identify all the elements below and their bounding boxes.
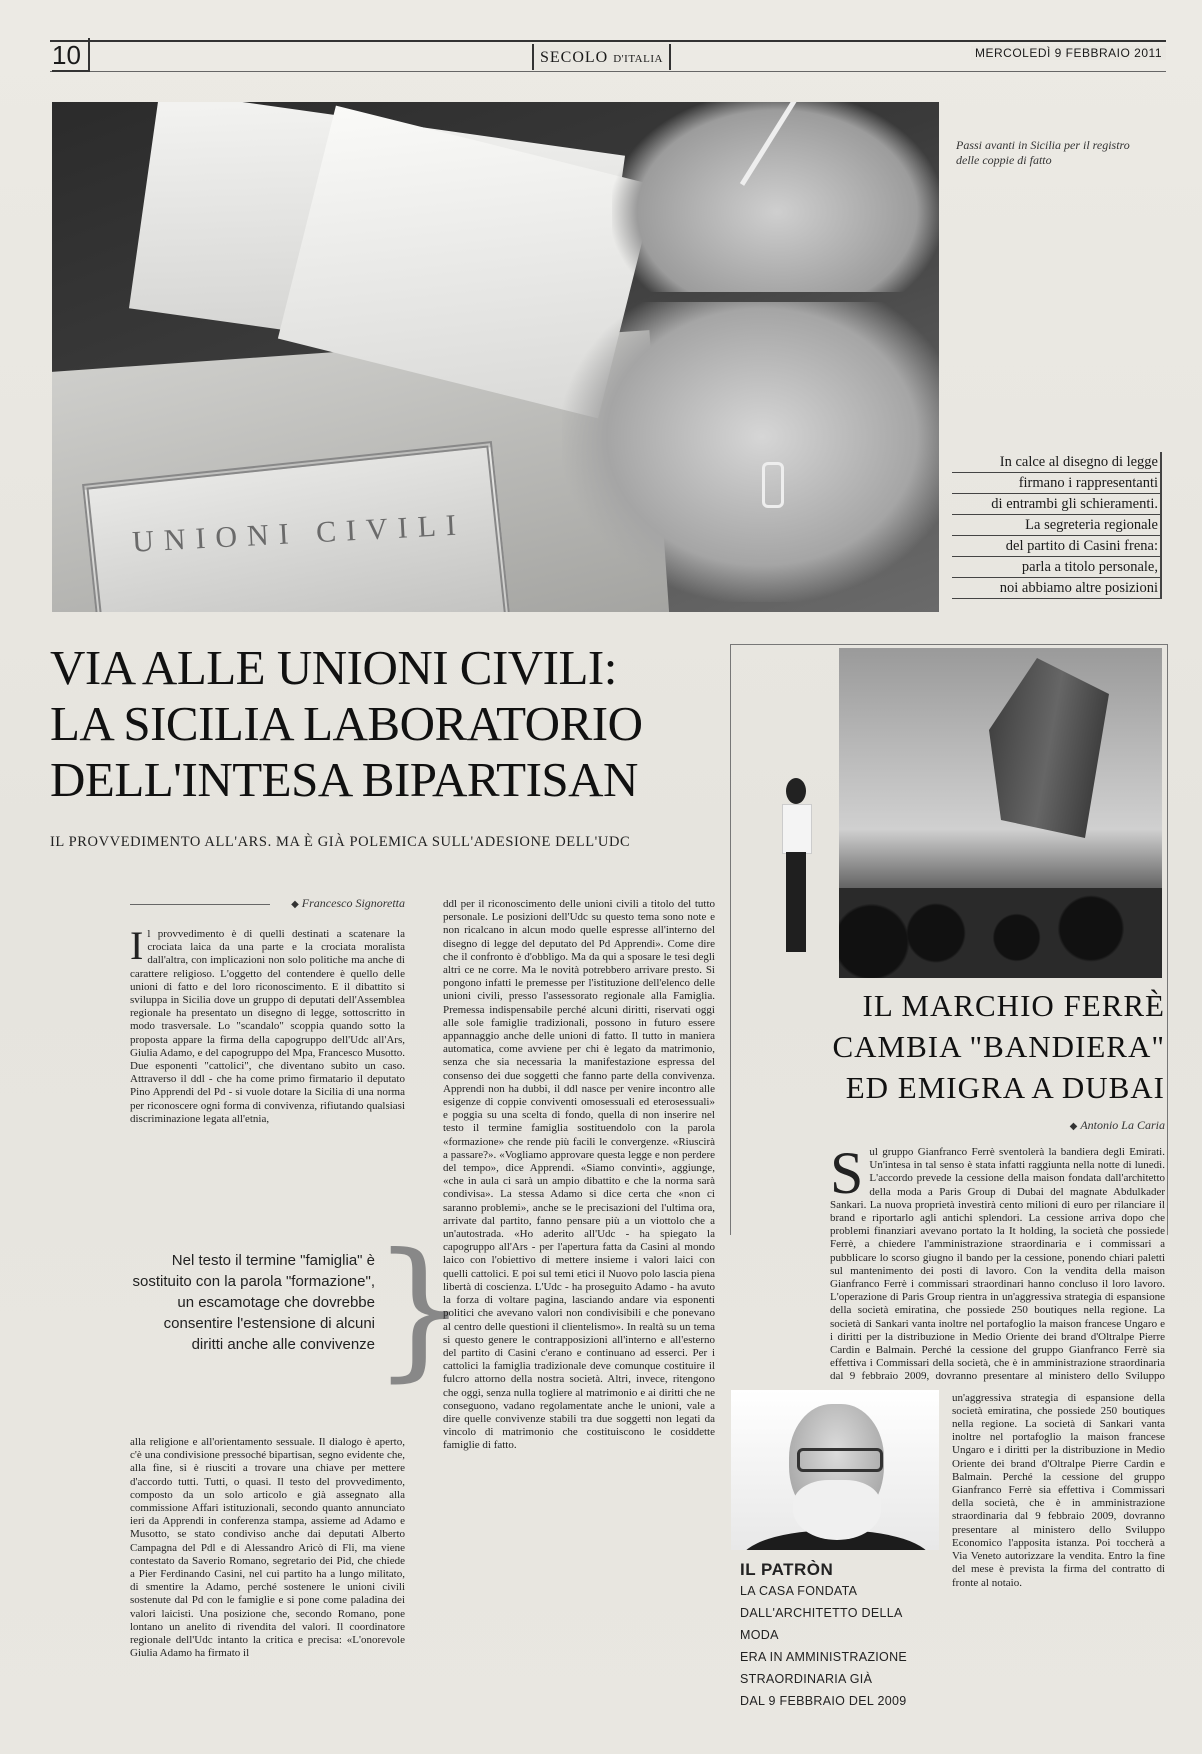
- patron-portrait: [731, 1390, 939, 1550]
- model-figure: [778, 778, 814, 958]
- model-top: [782, 804, 812, 854]
- side-headline: [760, 985, 1165, 1108]
- drop-cap: I: [130, 928, 144, 968]
- patron-title: IL PATRÒN: [740, 1560, 834, 1579]
- sidebar-line: La segreteria regionale: [952, 515, 1162, 536]
- headline-line: LA SICILIA LABORATORIO: [50, 696, 643, 751]
- issue-date: MERCOLEDÌ 9 FEBBRAIO 2011: [971, 46, 1166, 60]
- side-paragraph-cont: un'aggressiva strategia di espansione della società emiratina, che possiede 250 boutiques nella regione. La società di Sankari vanta inoltre nel portafoglio la maison francese Ungaro e i diritti per la distribuzione in Medio Oriente dei brand d'Oltralpe Pierre Cardin e Balmain. Perché la cessione del gruppo Gianfranco Ferrè sia effettiva i Commissari della società, che è in amministrazione straordinaria dal 9 febbraio 2009, dovranno presentare al ministero dello Sviluppo Economico l'apposita istanza. Poi toccherà a Via Veneto autorizzare la vendita. Entro la fine del mese è prevista la firma del contratto di fronte al notaio.: [952, 1391, 1165, 1589]
- patron-caption-line: DAL 9 FEBBRAIO DEL 2009: [740, 1694, 907, 1708]
- sidebar-line: di entrambi gli schieramenti.: [952, 494, 1162, 515]
- main-column-1: [130, 928, 405, 1218]
- side-column-top: [830, 1146, 1165, 1382]
- main-headline: [50, 640, 730, 808]
- page-number: 10: [52, 38, 90, 72]
- portrait-beard: [793, 1480, 881, 1540]
- drop-cap: S: [830, 1146, 864, 1206]
- patron-caption-line: DALL'ARCHITETTO DELLA MODA: [740, 1606, 902, 1642]
- main-paragraph: ddl per il riconoscimento delle unioni civili a titolo del tutto personale. Le posizioni dell'Udc su questo tema sono note e non ricalcano in alcun modo quelle espresse all'interno del disegno di legge del deputato del Pd Apprendi». Come dire che il confronto è d'obbligo. Ma da qui a sposare le tesi degli altri ce ne corre. Ma le novità potrebbero arrivare presto. Si pongono infatti le premesse per l'istituzione dell'elenco delle unioni civili, presso l'assessorato regionale alla Famiglia. Premessa indispensabile perché alcuni diritti, riservati oggi alle sole famiglie tradizionali, possono in futuro essere appannaggio anche delle unioni di fatto. Il tutto in maniera automatica, come avviene per chi è legato da matrimonio, senza che sia necessaria la manifestazione espressa del consenso dei due soggetti che fanno parte della convivenza. Apprendi non ha dubbi, il ddl nasce per venire incontro alle esigenze di coppie conviventi omosessuali ed eterosessuali» e poggia su una scelta di fondo, quella di non inserire nel testo il termine famiglia sostituendolo con la parola «formazione» che rende più facili le convergenze. «Riuscirà a passare?». «Vogliamo approvare questa legge e non perdere del tempo», dice Apprendi. «Siamo convinti», aggiunge, «che in aula ci sarà un ampio dibattito e che la norma sarà condivisa». La stessa Adamo si dice certa che «non ci saranno problemi», anche se le precisazioni del l'ultima ora, arrivate dal partito, fanno pensare più a un viottolo che a un'autostrada. «Ho aderito all'Udc - ha spiegato la capogruppo all'Ars - per l'apertura fatta da Casini al mondo laico con l'obiettivo di mettere insieme i valori laici con quelli cattolici. E poi sul temi etici il Nuovo polo lascia piena libertà di coscienza. L'Udc - ha proseguito Adamo - ha avuto la forza di voltare pagina, lasciando andare via esponenti politici che avevano valori non condivisibili e che ponevano al centro delle questioni il clientelismo». In realtà su un tema si questo genere le contrapposizioni all'interno e all'esterno del partito di Casini c'erano e continuano ad esserci. Per i cattolici la famiglia tradizionale deve comunque costituire il fulcro attorno della nostra società. Altri, invece, ritengono che oggi, senza nulla togliere al matrimonio e ai diritti che ne conseguono, vadano regolamentate anche le unioni, vale a dire quelle convivenze stabili tra due soggetti non legati da vincolo di matrimonio che costituiscono le cosiddette famiglie di fatto.: [443, 898, 715, 1452]
- main-column-1-bottom: [130, 1436, 405, 1744]
- main-author: Francesco Signoretta: [301, 896, 405, 910]
- main-paragraph: alla religione e all'orientamento sessuale. Il dialogo è aperto, c'è una condivisione pressoché bipartisan, segno evidente che, alla fine, si è riusciti a trovare una chiave per mettere d'accordo tutti. Tutti, o quasi. Il testo del provvedimento, composto da un solo articolo e già assegnato alla commissione Affari istituzionali, secondo quanto annunciato ieri da Apprendi in conferenza stampa, assieme ad Adamo e Musotto, se stato condiviso anche dai deputati Alberto Campagna del Pdl e di Alessandro Aricò di Fli, ma viene contestato da Saverio Romano, segretario dei Pid, che chiede a Pier Ferdinando Casini, nel cui partito ha a lungo militato, di smentire la Adamo, perché sostenere le unioni civili sostenute dal Pd con le famiglie e si pone come paladina dei valori laicisti. Una posizione che, secondo Romano, pone lontano un anelito di rivendita del valori. Il coordinatore regionale dell'Udc intanto la critica e precisa: «L'onorevole Giulia Adamo ha firmato il: [130, 1436, 405, 1660]
- sidebar-line: In calce al disegno di legge: [952, 452, 1162, 473]
- diamond-icon: ◆: [291, 899, 299, 910]
- runway-photo: [839, 648, 1162, 978]
- sidebar-line: noi abbiamo altre posizioni: [952, 578, 1162, 599]
- sidebar-line: firmano i rappresentanti: [952, 473, 1162, 494]
- diamond-icon: ◆: [1069, 1121, 1078, 1132]
- patron-caption-line: STRAORDINARIA GIÀ: [740, 1672, 873, 1686]
- main-subhead: IL PROVVEDIMENTO ALL'ARS. MA È GIÀ POLEMICA SULL'ADESIONE DELL'UDC: [50, 834, 631, 850]
- side-headline-line: CAMBIA "BANDIERA": [832, 1029, 1165, 1064]
- page-header: [50, 38, 1166, 74]
- side-column-bottom: [952, 1390, 1165, 1744]
- masthead: [532, 44, 671, 70]
- main-paragraph: [130, 928, 405, 1126]
- main-byline: [130, 896, 405, 911]
- audience: [839, 888, 1162, 978]
- main-text: l provvedimento è di quelli destinati a scatenare la crociata laica da una parte e la crociata moralista dall'altra, con implicazioni non solo politiche ma anche di carattere religioso. L'oggetto del contendere è quello delle unioni di fatto e del loro riconoscimento. E il dibattito si sviluppa in Sicilia dove un gruppo di deputati dell'Assemblea regionale ha presentato un disegno di legge, sottoscritto in modo trasversale. Lo "scandalo" scoppia quando sotto la proposta appare la firma della capogruppo dell'Udc all'Ars, Giulia Adamo, e del capogruppo del Mpa, Francesco Musotto. Due esponenti "cattolici", che diventano subito un caso. Attraverso il ddl - che ha come primo firmatario il deputato Pino Apprendi del Pd - si vuole dotare la Sicilia di una norma per riconoscere ogni forma di convivenza, rifiutando qualsiasi discriminazione legata all'etnia,: [130, 928, 405, 1125]
- side-paragraph: [830, 1146, 1165, 1382]
- pull-quote: Nel testo il termine "famiglia" è sostituito con la parola "formazione", un escamotage che dovrebbe consentire l'estensione di alcuni diritti anche alle convivenze: [132, 1252, 375, 1353]
- sidebar-quote: [952, 452, 1162, 599]
- ring-icon: [762, 462, 784, 508]
- patron-caption-line: ERA IN AMMINISTRAZIONE: [740, 1650, 908, 1664]
- headline-line: DELL'INTESA BIPARTISAN: [50, 752, 638, 807]
- photo-caption: Passi avanti in Sicilia per il registro delle coppie di fatto: [956, 138, 1130, 167]
- flag-icon: [989, 658, 1109, 838]
- hero-photo: [52, 102, 939, 612]
- patron-caption-line: LA CASA FONDATA: [740, 1584, 858, 1598]
- sidebar-line: parla a titolo personale,: [952, 557, 1162, 578]
- header-rule-bottom: [50, 71, 1166, 72]
- side-text: ul gruppo Gianfranco Ferrè sventolerà la bandiera degli Emirati. Un'intesa in tal senso è stata infatti raggiunta nella notte di lunedì. L'accordo prevede la cessione della maison fondata dall'architetto della moda a Paris Group di Dubai del magnate Abdulkader Sankari. La nuova proprietà investirà cento milioni di euro per rilanciare il brand e riportarlo agli antichi splendori. La cessione arriva dopo che problemi finanziari avevano portato la It holding, la società che possiede Ferrè, a chiedere l'amministrazione straordinaria e i commissari a pubblicare lo scorso giugno il bando per la cessione, ponendo chiari paletti sul mantenimento dei posti di lavoro. Con la vendita della maison Gianfranco Ferrè i commissari straordinari hanno concluso il loro lavoro. L'operazione di Paris Group rientra in un'aggressiva strategia di espansione della società emiratina, che possiede 250 boutiques nella regione. La società di Sankari vanta inoltre nel portafoglio la maison francese Ungaro e i diritti per la distribuzione in Medio Oriente dei brand d'Oltralpe Pierre Cardin e Balmain. Perché la cessione del gruppo Gianfranco Ferrè sia effettiva i Commissari della società, che è in amministrazione straordinaria dal 9 febbraio 2009, dovranno presentare al ministero dello Sviluppo: [830, 1146, 1165, 1382]
- photo-folder-title: UNIONI CIVILI: [131, 508, 467, 559]
- side-headline-line: ED EMIGRA A DUBAI: [845, 1070, 1165, 1105]
- side-headline-line: IL MARCHIO FERRÈ: [862, 988, 1165, 1023]
- headline-line: VIA ALLE UNIONI CIVILI:: [50, 640, 617, 695]
- masthead-name: SECOLO: [540, 49, 609, 66]
- glasses-icon: [797, 1448, 883, 1472]
- model-head: [786, 778, 806, 804]
- patron-caption: [740, 1560, 940, 1712]
- model-legs: [786, 852, 806, 952]
- photo-hand: [562, 302, 939, 602]
- brace-icon: }: [372, 1222, 468, 1396]
- main-column-2: [443, 898, 715, 1744]
- sidebar-line: del partito di Casini frena:: [952, 536, 1162, 557]
- side-author: Antonio La Caria: [1080, 1118, 1165, 1132]
- header-rule: [50, 40, 1166, 42]
- side-byline: [960, 1118, 1165, 1133]
- masthead-suffix: D'ITALIA: [613, 53, 663, 65]
